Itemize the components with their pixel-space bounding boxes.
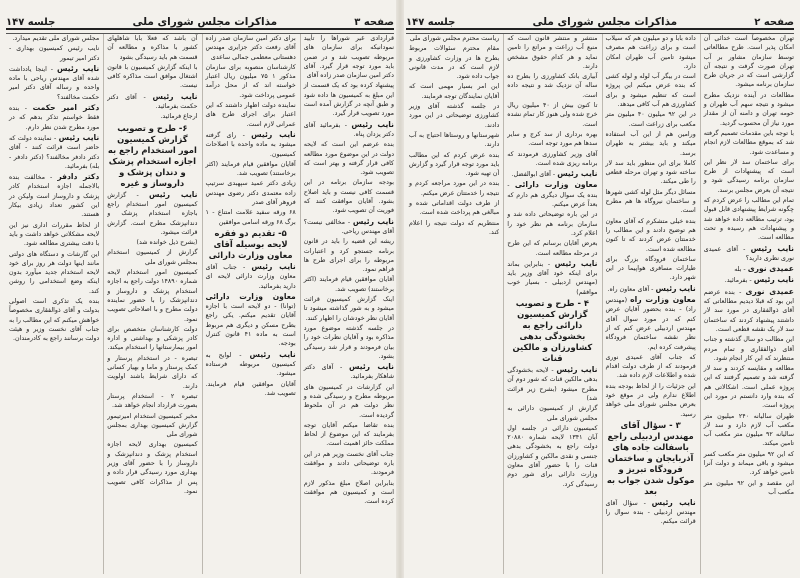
body-paragraph: مسائل دیگر مثل لوله کشی شهرها و ساختمان نیروگاه ها هم مطرح است. bbox=[605, 188, 696, 215]
speaker-text: - بنده عرضم این بود که قبلا دیدیم مطالعاتی که آقای ذوالفقاری در مورد سد لار داشتند پیشنهاد کردند که ساختمان سد لار یک نقشه قطعی است. bbox=[703, 288, 794, 333]
body-paragraph: این گارشات و دستگاه های دولتی مانند اینها دولت هر روز برای خود لایحه استخدام جدید میآورد بدون اینکه وضع استخدامی را روشن کند. bbox=[9, 250, 100, 295]
body-paragraph: بنده تقاضا میکنم آقایان توجه بفرمایند که این موضوع از لحاظ مملکت حائز اهمیت است. bbox=[303, 421, 394, 448]
speaker-name: نایب رئیس bbox=[351, 119, 394, 129]
speaker-text: (مهندس راد) - بنده بحضور آقایان عرض کنم که در مورد سوال آقای مهندس اردبیلی عرض کنم که از نظر نقشه ساختمان فرودگاه پیشرفت کرده ایم. bbox=[605, 297, 696, 351]
body-paragraph: مخبر کمیسیون استخدام امیرتیمور گزارش کمیسیون بهداری بمجلس شورای ملی bbox=[107, 412, 198, 439]
speaker-name: دکتر دادفر bbox=[57, 172, 100, 182]
right-page-title: مذاکرات مجلس شورای ملی bbox=[532, 16, 678, 28]
speaker-text: - گزارش کمیسیون امور استخدام راجع باجازه استخدام پزشک و دندانپزشک مطرح است. گزارش قرائت میشود. bbox=[107, 191, 198, 236]
speaker-name: نایب رئیس bbox=[352, 216, 394, 226]
body-paragraph: کمیسیون دارائی در جلسه اول آبان ۱۳۴۱ لایحه شماره ۲۰۸۸۰ دولت راجع به بخشودگی بدهی جنسی و نقدی مالکین و کشاورزان قنات را با حضور آقای معاون وزارت دارائی برای شور دوم رسیدگی کرد. bbox=[507, 424, 598, 488]
text-column bbox=[700, 34, 794, 574]
body-paragraph: برای ساختمان سد لار نظر این است که پیشنهادات از طرح سازمان برنامه رسیدگی شود و نتیجه آن بعرض مجلس برسد. bbox=[703, 158, 794, 194]
body-paragraph: پیشنهاد کرده بود که یک قسمت از این مبلغ به کمیسیون ها داده شود و طبق آنچه در گزارش آمده است مورد تصویب قرار گیرد. bbox=[303, 82, 394, 118]
speaker-text: - اینجا یادداشت شده آقای مهندس ریاحی با ماده واحده و رساله آقای دکتر امیر حکمت مخالفند؟ bbox=[9, 65, 100, 101]
section-heading: ۴ - طرح و تصویب گزارش کمیسیون دارائی راجع به بخشودگی بدهی کشاورزان و مالکین قنات bbox=[512, 298, 593, 364]
speaker-paragraph bbox=[9, 103, 99, 132]
speaker-paragraph bbox=[507, 169, 597, 179]
speaker-text: - مخالفی نیست؟ آقای مهندس ریاحی. bbox=[303, 218, 394, 235]
body-paragraph: ساختمان فرودگاه بزرگ برای طیارات مسافری هواپیما در این شهر دارد. bbox=[605, 255, 696, 282]
body-paragraph: با اینکه گزارش کمیسیون با قانون اشتغال موافق است مذاکره کافی نیست. bbox=[107, 63, 198, 90]
speaker-text: - جناب آقای معاون وزارت دارائی لایحه ای دارید بفرمائید. bbox=[205, 263, 296, 290]
body-paragraph: بنابراین اصلاح مبلغ مذکور لازم است و کمیسیون هم موافقت کرده است. bbox=[303, 479, 394, 506]
speaker-name: نایب رئیس bbox=[58, 132, 100, 142]
speaker-paragraph bbox=[304, 362, 394, 382]
speaker-name: نایب رئیس bbox=[753, 275, 794, 285]
speaker-paragraph bbox=[704, 287, 794, 334]
body-paragraph: این جزئیات را از لحاظ بودجه بنده اطلاع ندارم ولی در موقع خود بعرض مجلس شورای ملی خواهد رسید. bbox=[605, 382, 696, 418]
body-paragraph: نماینده دولت اظهار داشتند که این اعتبار برای اجرای طرح های عمرانی لازم است. bbox=[205, 102, 296, 128]
body-paragraph: بنده در این مورد مراجعه کردم و نتیجه را خدمتتان عرض میکنم. bbox=[409, 180, 500, 197]
body-paragraph: در جلسه گذشته موضوع مورد مذاکره بود و آقایان نظرات خود را بیان فرمودند و قرار شد رسیدگی بشود. bbox=[303, 324, 394, 360]
speaker-paragraph bbox=[206, 292, 296, 349]
body-paragraph: کمیسیون امور استخدام لایحه شماره ۱۴۸۹۰ دولت راجع به اجازه استخدام پزشک و داروساز و دندانپزشک را با حضور نماینده دولت مطرح و با اصلاحاتی تصویب نمود. bbox=[107, 269, 198, 323]
speaker-name: نایب رئیس bbox=[348, 362, 394, 372]
speaker-name: نایب رئیس bbox=[251, 129, 296, 139]
body-paragraph: آقای وزیر کشاورزی فرمودند که برنامه ریزی شده است. bbox=[507, 150, 598, 167]
section-heading: ۵- تقدیم دو فقره لایحه بوسیله آقای معاون وزارت دارائی bbox=[208, 227, 293, 260]
speaker-name: دکتر امیر حکمت bbox=[32, 103, 100, 113]
speaker-name: نایب رئیس bbox=[148, 189, 198, 199]
left-session-number: جلسه ۱۴۷ bbox=[6, 17, 56, 28]
speaker-text: - لوایح به کمیسیون مربوطه فرستاده میشود. bbox=[205, 351, 296, 378]
speaker-name: نایب رئیس bbox=[152, 91, 198, 101]
body-paragraph: آن باشد که فعلا بابا شاهلهای کشور با مذاکره و مطالعه آن قسمت هم باید رسیدگی بشود bbox=[107, 35, 198, 61]
speaker-paragraph bbox=[9, 64, 99, 102]
body-paragraph: آقایان موافقین قیام فرمایند (اکثر برخاستند) تصویب شد. bbox=[205, 160, 296, 178]
body-paragraph: مطالعات در آینده نزدیک مطرح میشود و نتیجه سهم آب طهران و حومه تهران و دامنه آن از مقدار مورد نیاز آن محسوب گردید. bbox=[703, 91, 794, 127]
text-column bbox=[103, 34, 197, 574]
section-heading: ۶- طرح و تصویب گزارش کمیسیون امور استخدام راجع به اجازه استخدام پزشک و دندان پزشک و داروساز و غیره bbox=[107, 122, 197, 188]
body-paragraph: بنده خیلی متشکرم که آقای معاون هم توضیح دادند و این مطالب را خدمتتان عرض کردند که تا کنون مطالعه شده است. bbox=[605, 217, 696, 253]
speaker-paragraph bbox=[704, 264, 794, 274]
body-paragraph: آقایان موافقین قیام فرمایند (اکثر برخاستند) تصویب شد. bbox=[303, 276, 394, 293]
body-paragraph: گزارش از کمیسیون استخدام بمجلس شورای ملی bbox=[107, 249, 198, 266]
speaker-name: نایب رئیس bbox=[57, 63, 100, 73]
right-page-header bbox=[406, 6, 794, 28]
body-paragraph: اینک گزارش کمیسیون قرائت میشود و به شور گذاشته میشود تا آقایان نظر خودشان را اظهار کنند. bbox=[303, 296, 394, 322]
body-paragraph: داده بابا و دو میلیون هم که سیلاب است و برای زراعت هم مصرف میشود تامین آب طهران امکان دارد. bbox=[605, 35, 696, 70]
speaker-text: - نماینده دولت که حاضر است قرائت کنند - آقای دکتر دادفر مخالفند؟ (دکتر دادفر - بله) بفرمائید. bbox=[9, 134, 100, 170]
speaker-text: - رای گرفته میشود به ماده واحده با اصلاحات کمیسیون. bbox=[205, 131, 296, 158]
speaker-name: نایب رئیس bbox=[251, 261, 296, 271]
text-column bbox=[602, 34, 696, 574]
text-column bbox=[503, 34, 597, 574]
body-paragraph: ریشه این قضیه را باید در قانون برنامه جستجو کرد و اعتبارات مربوطه را برای اجرای طرح ها فراهم نمود. bbox=[303, 238, 394, 274]
body-paragraph: برای دکتر امین سازمان صدر زاده آقای رفعت دکتر جزایری مهندس دهستانی معظمی جمالی ساعدی bbox=[205, 35, 296, 61]
body-paragraph: تبصره ۲ - استخدام پرستار بصورت قرارداد انجام خواهد شد. bbox=[107, 392, 198, 410]
speaker-paragraph bbox=[507, 365, 597, 403]
speaker-paragraph bbox=[9, 133, 99, 171]
right-page bbox=[400, 0, 800, 578]
speaker-name: عمیدی نوری bbox=[745, 286, 794, 296]
speaker-paragraph bbox=[107, 92, 197, 112]
body-paragraph: تبصره - در استخدام پرستار و کمک پرستار و ماما و بهیار کسانی که دارای شرایط باشند اولویت دارند. bbox=[107, 354, 198, 390]
body-paragraph: در این ۹۲ میلیون ۴۰ میلیون متر مکعب برای زراعت است. bbox=[605, 111, 696, 128]
body-paragraph: قراردادی غیر شوراها را تأیید نمودانیکه برای سازمان های مربوطه تصویب شد و در ضمن باید مورد توجه قرار گیرد. آقای دکتر امین سازمان صدر زاده آقای bbox=[303, 35, 394, 80]
body-paragraph: با توجه باین مقدمات تصمیم گرفته شد که بموقع مطالعات لازم انجام و مساعدت شود. bbox=[703, 129, 794, 156]
body-paragraph: بعرض آقایان برسانم که این طرح در مرحله مطالعه است. bbox=[507, 240, 598, 257]
speaker-paragraph bbox=[507, 180, 597, 209]
speaker-text: - آقای ابوالفضل. bbox=[511, 171, 558, 179]
body-paragraph: بنده یک تذکری است اصولی بدولت و آقای ذوالفقاری مخصوصاً خواهش میکنم که این مطالب را به جناب آقای نخست وزیر و هیئت دولت برسانند راجع به کادرمندان. bbox=[9, 298, 100, 343]
speaker-text: - بنده فقط خواستم تذکر بدهم که در مورد مطرح شدن نظر دارم. bbox=[9, 105, 100, 131]
body-paragraph: گزارش از کمیسیون دارائی به مجلس شورای ملی bbox=[507, 405, 598, 422]
speaker-name: نایب رئیس bbox=[249, 349, 296, 359]
speaker-paragraph bbox=[606, 284, 696, 294]
body-paragraph: از طرف دولت اقداماتی شده و مبالغی هم پرداخت شده است. bbox=[409, 200, 500, 217]
speaker-text: - بله bbox=[734, 266, 748, 274]
speaker-name: نایب رئیس bbox=[557, 169, 598, 179]
speaker-paragraph bbox=[507, 259, 597, 297]
speaker-name: نایب رئیس bbox=[556, 365, 598, 375]
left-page-title: مذاکرات مجلس شورای ملی bbox=[132, 16, 278, 28]
speaker-name: نایب رئیس bbox=[655, 283, 696, 293]
left-page-header bbox=[6, 6, 394, 28]
right-columns bbox=[406, 34, 794, 574]
body-paragraph: مجلس شورای ملی تقدیم میدارد. bbox=[12, 35, 100, 42]
speaker-paragraph bbox=[107, 190, 197, 237]
body-paragraph: زیادی دکتر عمید سپهبدی سرتیپ زاده معتمدی دکتر رضوی مهندس فروهر آقای صدر bbox=[205, 180, 296, 207]
body-paragraph: که جناب آقای عمیدی نوری فرمودند که از طرف دولت اقدام شده و اطلاعات لازم داده شد. bbox=[605, 353, 696, 380]
speaker-text: - بفرمائید آقای دکتر یزدان پناه. bbox=[303, 121, 394, 138]
speaker-text: - آقای عمیدی نوری نظری دارید؟ bbox=[703, 245, 794, 262]
body-paragraph: بودجه سازمان برنامه در این قسمت کافی نیست و باید اصلاح بشود. آقایان موافقت کنند که فوریت آن تصویب شود. bbox=[303, 179, 394, 215]
body-paragraph: این گزارشات در کمیسیون های مربوطه مطرح و رسیدگی شده و نظر دولت هم در آن ملحوظ گردیده است. bbox=[303, 383, 394, 419]
body-paragraph: ریاست محترم مجلس شورای ملی bbox=[409, 35, 500, 42]
body-paragraph: در جلسه گذشته آقای وزیر کشاورزی توضیحاتی در این مورد دادند. bbox=[409, 103, 500, 129]
body-paragraph: منتشر و منتشر قانون است که منبع آب زراعت و مراتع را تامین نماید و هر کدام حقوق مشخص دارند. bbox=[507, 35, 598, 70]
text-column bbox=[6, 34, 99, 574]
body-paragraph: ارجاع فرمائید. bbox=[160, 113, 198, 121]
speaker-paragraph bbox=[206, 130, 296, 159]
body-paragraph: در این باره توضیحاتی داده شد و سازمان برنامه هم نظر خود را اعلام کرد. bbox=[507, 211, 598, 237]
body-paragraph: مطالعه و مقایسه کردند و سد لار گرفته شد و تصمیم گرفتند که این پروژه عملی است. اشکالاتی هم که بنده وارد دانستم در مورد این پروژه است. bbox=[703, 365, 794, 410]
body-paragraph: بنده عرض کردم که این مطالب باید مورد توجه قرار گیرد و گزارش آن تهیه شود. bbox=[409, 151, 500, 178]
body-paragraph: طهران سالیانه ۲۴۰ میلیون متر مکعب آب لازم دارد و سد لار سالیانه ۹۲ میلیون متر مکعب آب تامین میکند. bbox=[703, 412, 794, 448]
body-paragraph: کمیسیون بهداری لایحه اجازه استخدام پزشک و دندانپزشک و داروساز را با حضور آقای وزیر بهداری مورد رسیدگی قرار داده و پس از مذاکرات کافی تصویب نمود. bbox=[107, 441, 198, 495]
speaker-name: عمیدی نوری bbox=[747, 264, 794, 274]
speaker-text: - بفرمائید. bbox=[724, 277, 754, 285]
body-paragraph: بهره برداری از سد کرج و سایر سدها هم مورد توجه است. bbox=[507, 130, 598, 148]
body-paragraph: این مطالب دو سال گذشته و جناب آقای ذوالفقاری و تمام مردم منتظرند که این کار انجام شود. bbox=[703, 336, 794, 362]
section-heading: ۳ - سؤال آقای مهندس اردبیلی راجع باسفالت جاده های آذربایجان و ساختمان فرودگاه تبریز و موکول شدن جواب به بعد bbox=[606, 419, 695, 496]
speaker-name: نایب رئیس bbox=[554, 258, 598, 268]
body-paragraph: (بشرح ذیل خوانده شد) bbox=[136, 239, 198, 247]
body-paragraph: نایب رئیس کمیسیون بهداری - دکتر امیر تیمور bbox=[9, 45, 100, 62]
text-column bbox=[406, 34, 499, 574]
left-columns bbox=[6, 34, 394, 574]
body-paragraph: که این ۹۲ میلیون متر مکعب کسر میشود و باقی میماند و دولت آنرا تامین خواهد کرد. bbox=[703, 450, 794, 477]
body-paragraph: تهران مخصوصاً است خدائی آن امکان پذیر است. طرح مطالعاتی توسط سازمان مشاور بر آب تهران صورت گرفت و نتیجه آن گزارشی است که در جریان طرح سازمان برنامه میشود. bbox=[703, 35, 794, 89]
speaker-paragraph bbox=[304, 120, 394, 140]
body-paragraph: این مقصد و این ۹۲ میلیون متر مکعب آب bbox=[703, 479, 794, 496]
body-paragraph: از لحاظ مقررات اداری نیز این لایحه مشکلاتی خواهد داشت و باید با دقت بیشتری مطالعه شود. bbox=[9, 221, 100, 248]
body-paragraph: تا کنون بیش از ۴۰ میلیون ریال خرج شده ولی هنوز کار تمام نشده است. bbox=[507, 102, 598, 128]
speaker-paragraph bbox=[206, 350, 296, 379]
text-column bbox=[202, 34, 296, 574]
speaker-paragraph bbox=[704, 244, 794, 264]
speaker-text: - مخالفت بنده بالاجمله اجازه استخدام کادر پزشک و داروساز است ولیکن در این کشور تعداد زیادی بیکار هستند. bbox=[9, 174, 100, 219]
speaker-paragraph bbox=[606, 498, 696, 527]
speaker-paragraph bbox=[304, 217, 394, 237]
speaker-name: نایب رئیس bbox=[750, 243, 794, 253]
body-paragraph: است در بیگر آب لوله و لوله کشی که بنده عرض میکنم این پروژه است که تنظیم میشود و برای کشاورزی هم آب کافی میدهد. bbox=[605, 73, 696, 109]
body-paragraph: منتظریم که دولت نتیجه را اعلام کند. bbox=[409, 219, 500, 236]
body-paragraph: ورامین هم از این آب استفاده میکند و باید بیشتر به طهران برسد. bbox=[605, 130, 696, 157]
body-paragraph: این امر بسیار مهمی است که آقایان نمایندگان توجه فرمایند. bbox=[409, 83, 500, 100]
body-paragraph: بنده عرضم این است که لایحه دولت در این موضوع مورد مطالعه کافی قرار گرفته و بهتر است که تصویب شود. bbox=[303, 141, 394, 177]
left-page-number: صفحه ۳ bbox=[354, 17, 394, 28]
speaker-name: معاون وزارت دارائی bbox=[514, 180, 598, 190]
body-paragraph: کاملا برای این منظور باید سد لار ساخته شود و تهران مرحله قطعی را طی میکند. bbox=[605, 159, 696, 186]
body-paragraph: دولت کارشناسان متخصص برای کادر پزشکی و بهداشتی و اداره امور بیمارستانها را استخدام میکند. bbox=[107, 325, 198, 352]
speaker-text: - آقای دکتر شاهکار بفرمائید. bbox=[303, 364, 394, 381]
body-paragraph: آقایان موافقین قیام فرمایند. تصویب شد. bbox=[205, 380, 296, 397]
speaker-paragraph bbox=[9, 172, 99, 219]
speaker-paragraph bbox=[704, 275, 794, 285]
body-paragraph: جناب آقای نخست وزیر هم در این باره توضیحاتی دادند و موافقت فرمودند. bbox=[303, 450, 394, 477]
body-paragraph: مقام محترم سئوالات مربوط بطرح ها در وزارت کشاورزی و لازم است که در مدت قانونی جواب داده شود. bbox=[409, 45, 500, 81]
speaker-text: - آقای معاون راه. bbox=[607, 285, 656, 293]
speaker-text: (توانا) - دو لایحه است با اجازه آقایان تقدیم میکنم. یکی راجع بطرح مسکن و دیگری هم مربوط است به ماده ۴۱ قانون کنترل بودجه. bbox=[205, 303, 296, 348]
speaker-paragraph bbox=[206, 262, 296, 291]
body-paragraph: تمام این مطالب را عرض کردم که چگونه شرایط پیشنهادی قابل قبول بود، ترتیب مطالعه داده خواهد شد و پیشنهادات هم رسیده و تحت مطالعه است. bbox=[703, 197, 794, 242]
right-session-number: جلسه ۱۴۷ bbox=[406, 17, 456, 28]
speaker-name: نایب رئیس bbox=[651, 497, 696, 507]
body-paragraph: ۶۸ ورقه سفید علامت امتناع - ۱ برگ ۶۸ ورقه اسامی موافقین bbox=[205, 209, 296, 226]
speaker-text: - لایحه بخشودگی بدهی مالکین قنات که شور دوم آن مطرح میشود (بشرح زیر قرائت شد) bbox=[507, 367, 598, 402]
speaker-paragraph bbox=[606, 295, 696, 352]
speaker-name: معاون وزارت دارائی bbox=[205, 291, 296, 301]
speaker-text: - آقای دکتر حکمت بفرمائید. bbox=[107, 93, 198, 111]
body-paragraph: شهرستانها و روستاها احتیاج به آب دارند. bbox=[409, 131, 500, 149]
speaker-text: - بنده یک سوال دیگری هم دارم که بعداً عرض میکنم. bbox=[507, 182, 598, 209]
right-page-number: صفحه ۲ bbox=[754, 17, 794, 28]
speaker-name: معاون وزارت راه bbox=[630, 295, 696, 305]
body-paragraph: کارشناسان منصوبه برای سازمان مذکور ۱ ۷۵ میلیون ریال اعتبار خواسته اند که از محل درآمد عمومی پرداخت شود. bbox=[205, 63, 296, 99]
speaker-text: - بنابراین بماند برای اینکه خود آقای وزیر باید (مهندس اردبیلی - بسیار خوب موافقم) bbox=[507, 260, 598, 296]
body-paragraph: آبیاری بانک کشاورزی را بطرح ده ساله آن نزدیک شد و نتیجه داده است. bbox=[507, 73, 598, 99]
text-column bbox=[300, 34, 394, 574]
speaker-text: - سؤال آقای مهندس اردبیلی - بنده سوال را قرائت میکنم. bbox=[605, 499, 696, 526]
